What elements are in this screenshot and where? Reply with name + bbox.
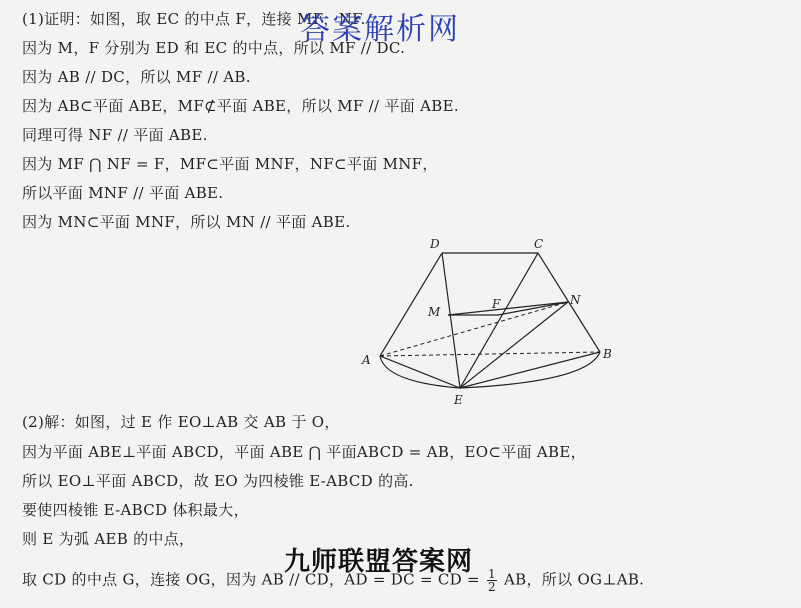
dashed-AB bbox=[380, 352, 600, 356]
solution-line: 所以 EO⊥平面 ABCD，故 EO 为四棱锥 E-ABCD 的高. bbox=[22, 472, 414, 490]
proof-line: 因为 MN⊂平面 MNF，所以 MN // 平面 ABE. bbox=[22, 213, 351, 231]
watermark-top: 答案解析网 bbox=[300, 12, 460, 47]
label-M: M bbox=[428, 305, 441, 319]
solution-line: 则 E 为弧 AEB 的中点， bbox=[22, 530, 195, 548]
edge-CE bbox=[460, 253, 538, 388]
solution-line: 因为平面 ABE⊥平面 ABCD，平面 ABE ⋂ 平面ABCD = AB，EO⊂平面 ABE， bbox=[22, 443, 586, 461]
label-E: E bbox=[454, 393, 463, 407]
edge-BE bbox=[460, 352, 600, 388]
edge-CB bbox=[538, 253, 600, 352]
geometry-figure bbox=[350, 232, 620, 412]
label-D: D bbox=[430, 237, 440, 251]
solution-line: (2)解：如图，过 E 作 EO⊥AB 交 AB 于 O， bbox=[22, 413, 340, 431]
proof-line: 因为 AB // DC，所以 MF // AB. bbox=[22, 68, 251, 86]
proof-line: 因为 MF ⋂ NF = F，MF⊂平面 MNF，NF⊂平面 MNF， bbox=[22, 155, 438, 173]
solution-last-before: 取 CD 的中点 G，连接 OG，因为 AB // CD，AD = DC = CD = bbox=[22, 570, 480, 589]
proof-line: (1)证明：如图，取 EC 的中点 F，连接 MF，NF. bbox=[22, 10, 366, 28]
label-C: C bbox=[534, 237, 544, 251]
solution-last-after: AB，所以 OG⊥AB. bbox=[504, 570, 645, 589]
solution-line: 要使四棱锥 E-ABCD 体积最大， bbox=[22, 501, 249, 519]
edge-DE bbox=[442, 253, 460, 388]
label-N: N bbox=[570, 293, 581, 307]
proof-line: 因为 M，F 分别为 ED 和 EC 的中点，所以 MF // DC. bbox=[22, 39, 406, 57]
fraction-one-half bbox=[487, 568, 497, 593]
arc-AEB bbox=[380, 352, 600, 388]
label-A: A bbox=[362, 353, 371, 367]
label-B: B bbox=[603, 347, 612, 361]
proof-line: 所以平面 MNF // 平面 ABE. bbox=[22, 184, 224, 202]
proof-line: 因为 AB⊂平面 ABE，MF⊄平面 ABE，所以 MF // 平面 ABE. bbox=[22, 97, 459, 115]
proof-line: 同理可得 NF // 平面 ABE. bbox=[22, 126, 208, 144]
label-F: F bbox=[492, 297, 501, 311]
watermark-bottom: 九师联盟答案网 bbox=[284, 547, 474, 577]
fraction-denominator: 2 bbox=[488, 580, 496, 594]
fraction-numerator: 1 bbox=[488, 567, 496, 581]
